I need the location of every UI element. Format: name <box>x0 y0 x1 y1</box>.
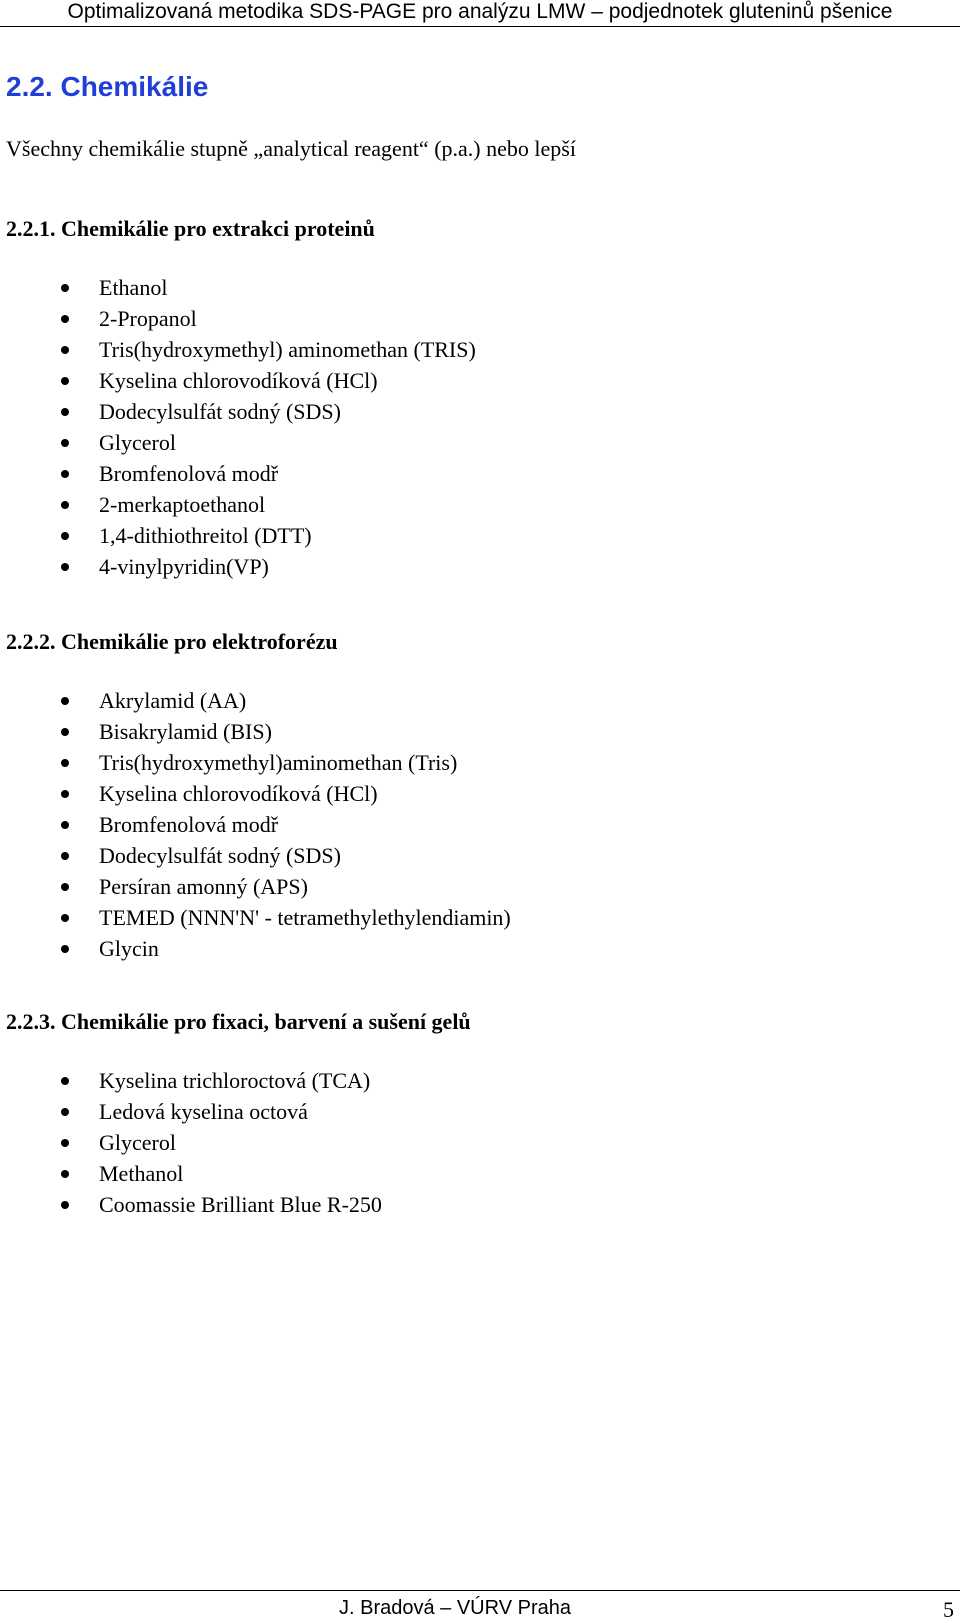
bullet-icon <box>61 1170 69 1178</box>
bullet-icon <box>61 1201 69 1209</box>
bullet-icon <box>61 346 69 354</box>
bullet-icon <box>61 883 69 891</box>
footer-author: J. Bradová – VÚRV Praha <box>339 1597 571 1619</box>
header-divider <box>0 26 960 27</box>
bullet-icon <box>61 284 69 292</box>
running-header-title: Optimalizovaná metodika SDS-PAGE pro analýzu LMW – podjednotek gluteninů pšenice <box>67 0 893 23</box>
bullet-icon <box>61 563 69 571</box>
bullet-icon <box>61 1077 69 1085</box>
bullet-icon <box>61 439 69 447</box>
footer-divider <box>0 1590 960 1591</box>
bullet-icon <box>61 914 69 922</box>
bullet-icon <box>61 759 69 767</box>
section-intro: Všechny chemikálie stupně „analytical reagent“ (p.a.) nebo lepší <box>6 136 576 161</box>
section-title: 2.2. Chemikálie <box>6 71 209 102</box>
bullet-icon <box>61 1108 69 1116</box>
bullet-icon <box>61 1139 69 1147</box>
bullet-icon <box>61 315 69 323</box>
subsection-heading-electrophoresis: 2.2.2. Chemikálie pro elektroforézu <box>6 629 338 654</box>
page-footer <box>0 1590 960 1623</box>
bullet-icon <box>61 501 69 509</box>
bullet-icon <box>61 697 69 705</box>
bullet-icon <box>61 408 69 416</box>
subsection-heading-extraction: 2.2.1. Chemikálie pro extrakci proteinů <box>6 216 375 241</box>
bullet-icon <box>61 945 69 953</box>
bullet-icon <box>61 790 69 798</box>
page-number: 5 <box>943 1597 954 1622</box>
running-header <box>0 0 960 28</box>
bullet-icon <box>61 470 69 478</box>
bullet-icon <box>61 852 69 860</box>
bullet-icon <box>61 821 69 829</box>
subsection-heading-fixation: 2.2.3. Chemikálie pro fixaci, barvení a sušení gelů <box>6 1009 471 1034</box>
bullet-icon <box>61 377 69 385</box>
bullet-icon <box>61 728 69 736</box>
bullet-icon <box>61 532 69 540</box>
